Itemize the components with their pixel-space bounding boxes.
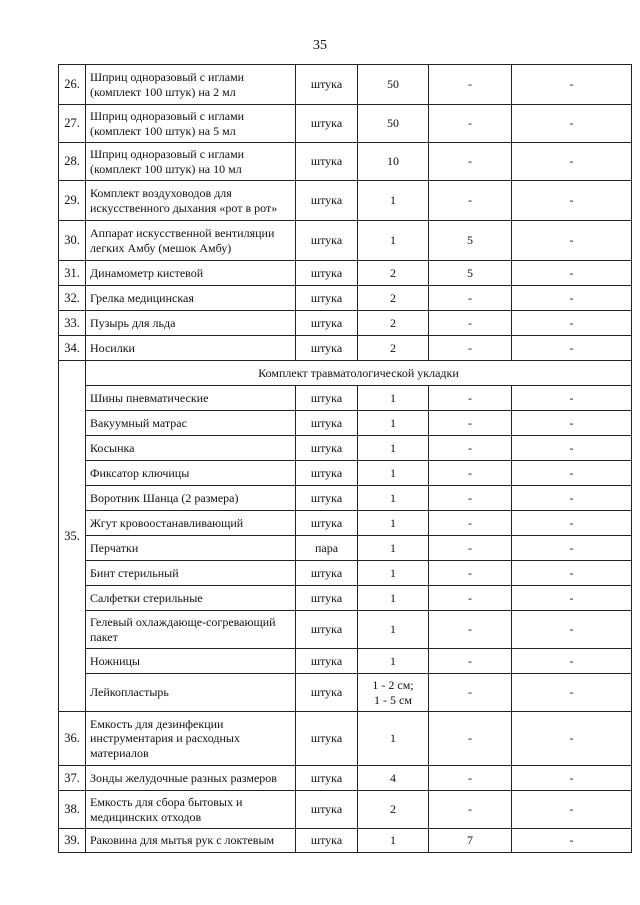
table-row xyxy=(59,411,632,436)
item-name: Комплект воздуховодов для искусственного дыхания «рот в рот» xyxy=(86,181,296,221)
page-number: 35 xyxy=(313,38,327,53)
row-number: 31. xyxy=(59,261,86,286)
row-number: 35. xyxy=(59,361,86,712)
item-quantity: 2 xyxy=(358,286,429,311)
item-unit: штука xyxy=(296,311,358,336)
item-col6: - xyxy=(512,411,632,436)
item-unit: штука xyxy=(296,461,358,486)
table-row xyxy=(59,461,632,486)
row-number: 33. xyxy=(59,311,86,336)
item-col5: 5 xyxy=(429,221,512,261)
item-unit: штука xyxy=(296,411,358,436)
item-col6: - xyxy=(512,461,632,486)
item-quantity: 50 xyxy=(358,65,429,105)
item-name: Ножницы xyxy=(86,649,296,674)
item-quantity: 1 xyxy=(358,461,429,486)
item-col5: - xyxy=(429,411,512,436)
item-col6: - xyxy=(512,143,632,181)
item-unit: пара xyxy=(296,536,358,561)
item-quantity: 1 xyxy=(358,386,429,411)
item-name: Аппарат искусственной вентиляции легких Амбу (мешок Амбу) xyxy=(86,221,296,261)
table-row xyxy=(59,311,632,336)
item-unit: штука xyxy=(296,674,358,712)
item-unit: штука xyxy=(296,65,358,105)
item-col5: 7 xyxy=(429,829,512,853)
item-quantity: 4 xyxy=(358,766,429,791)
item-unit: штука xyxy=(296,829,358,853)
item-col5: - xyxy=(429,486,512,511)
item-col6: - xyxy=(512,181,632,221)
table-row xyxy=(59,436,632,461)
item-col5: - xyxy=(429,181,512,221)
table-row xyxy=(59,65,632,105)
item-name: Лейкопластырь xyxy=(86,674,296,712)
row-number: 30. xyxy=(59,221,86,261)
table-row xyxy=(59,829,632,853)
item-name: Шприц одноразовый с иглами (комплект 100 штук) на 10 мл xyxy=(86,143,296,181)
table-row xyxy=(59,336,632,361)
table-row xyxy=(59,674,632,712)
item-col5: - xyxy=(429,511,512,536)
item-unit: штука xyxy=(296,486,358,511)
item-name: Салфетки стерильные xyxy=(86,586,296,611)
table-row xyxy=(59,386,632,411)
item-quantity: 1 xyxy=(358,436,429,461)
item-name: Пузырь для льда xyxy=(86,311,296,336)
item-name: Косынка xyxy=(86,436,296,461)
equipment-table xyxy=(58,64,632,853)
item-name: Шприц одноразовый с иглами (комплект 100 штук) на 5 мл xyxy=(86,105,296,143)
item-unit: штука xyxy=(296,791,358,829)
item-unit: штука xyxy=(296,436,358,461)
item-col6: - xyxy=(512,65,632,105)
row-number: 26. xyxy=(59,65,86,105)
item-unit: штука xyxy=(296,386,358,411)
item-col6: - xyxy=(512,611,632,649)
item-quantity: 1 xyxy=(358,829,429,853)
item-unit: штука xyxy=(296,611,358,649)
item-quantity: 1 xyxy=(358,586,429,611)
table-row xyxy=(59,105,632,143)
quantity-line: 1 - 5 см xyxy=(374,692,412,707)
table-row xyxy=(59,712,632,766)
item-unit: штука xyxy=(296,261,358,286)
item-col5: - xyxy=(429,336,512,361)
item-name: Воротник Шанца (2 размера) xyxy=(86,486,296,511)
item-col5: - xyxy=(429,611,512,649)
item-quantity: 50 xyxy=(358,105,429,143)
item-unit: штука xyxy=(296,511,358,536)
item-quantity: 2 xyxy=(358,336,429,361)
table-row xyxy=(59,649,632,674)
item-unit: штука xyxy=(296,712,358,766)
item-unit: штука xyxy=(296,221,358,261)
item-quantity: 1 xyxy=(358,511,429,536)
table-row xyxy=(59,536,632,561)
item-col5: - xyxy=(429,766,512,791)
table-row xyxy=(59,261,632,286)
table-row xyxy=(59,561,632,586)
item-name: Шприц одноразовый с иглами (комплект 100 штук) на 2 мл xyxy=(86,65,296,105)
item-col6: - xyxy=(512,311,632,336)
section-title: Комплект травматологической укладки xyxy=(86,361,632,386)
item-col5: - xyxy=(429,586,512,611)
item-unit: штука xyxy=(296,286,358,311)
item-col6: - xyxy=(512,791,632,829)
item-col5: - xyxy=(429,311,512,336)
item-quantity: 1 xyxy=(358,536,429,561)
table-row xyxy=(59,143,632,181)
row-number: 29. xyxy=(59,181,86,221)
item-name: Грелка медицинская xyxy=(86,286,296,311)
table-row xyxy=(59,486,632,511)
quantity-line: 1 - 2 см; xyxy=(372,678,414,693)
row-number: 38. xyxy=(59,791,86,829)
table-row xyxy=(59,511,632,536)
item-name: Раковина для мытья рук с локтевым xyxy=(86,829,296,853)
table-row xyxy=(59,221,632,261)
item-name: Фиксатор ключицы xyxy=(86,461,296,486)
item-name: Жгут кровоостанавливающий xyxy=(86,511,296,536)
row-number: 39. xyxy=(59,829,86,853)
item-unit: штука xyxy=(296,649,358,674)
row-number: 32. xyxy=(59,286,86,311)
item-unit: штука xyxy=(296,181,358,221)
item-quantity: 2 xyxy=(358,261,429,286)
item-col5: - xyxy=(429,386,512,411)
section-header-row xyxy=(59,361,632,386)
item-quantity: 10 xyxy=(358,143,429,181)
item-quantity: 2 xyxy=(358,311,429,336)
item-quantity: 2 xyxy=(358,791,429,829)
item-quantity: 1 xyxy=(358,649,429,674)
item-quantity xyxy=(358,674,429,712)
table-row xyxy=(59,586,632,611)
item-col6: - xyxy=(512,561,632,586)
item-col6: - xyxy=(512,674,632,712)
item-col5: - xyxy=(429,436,512,461)
item-col6: - xyxy=(512,766,632,791)
item-name: Носилки xyxy=(86,336,296,361)
table-row xyxy=(59,766,632,791)
item-name: Вакуумный матрас xyxy=(86,411,296,436)
item-col5: - xyxy=(429,65,512,105)
item-col5: - xyxy=(429,649,512,674)
item-col5: - xyxy=(429,712,512,766)
item-col6: - xyxy=(512,829,632,853)
item-col5: - xyxy=(429,105,512,143)
item-col6: - xyxy=(512,221,632,261)
item-col5: - xyxy=(429,143,512,181)
item-col6: - xyxy=(512,386,632,411)
item-col6: - xyxy=(512,536,632,561)
item-quantity: 1 xyxy=(358,712,429,766)
row-number: 34. xyxy=(59,336,86,361)
item-unit: штука xyxy=(296,561,358,586)
item-name: Гелевый охлаждающе-согревающий пакет xyxy=(86,611,296,649)
item-col5: - xyxy=(429,674,512,712)
table-row xyxy=(59,611,632,649)
item-unit: штука xyxy=(296,143,358,181)
item-quantity: 1 xyxy=(358,611,429,649)
table-row xyxy=(59,286,632,311)
item-name: Емкость для дезинфекции инструментария и расходных материалов xyxy=(86,712,296,766)
item-col6: - xyxy=(512,105,632,143)
item-name: Перчатки xyxy=(86,536,296,561)
item-col6: - xyxy=(512,436,632,461)
row-number: 36. xyxy=(59,712,86,766)
item-quantity: 1 xyxy=(358,561,429,586)
item-name: Зонды желудочные разных размеров xyxy=(86,766,296,791)
item-unit: штука xyxy=(296,766,358,791)
item-unit: штука xyxy=(296,586,358,611)
row-number: 27. xyxy=(59,105,86,143)
row-number: 37. xyxy=(59,766,86,791)
item-col6: - xyxy=(512,336,632,361)
item-quantity: 1 xyxy=(358,411,429,436)
item-name: Динамометр кистевой xyxy=(86,261,296,286)
item-name: Бинт стерильный xyxy=(86,561,296,586)
item-col5: - xyxy=(429,561,512,586)
item-name: Шины пневматические xyxy=(86,386,296,411)
item-col5: - xyxy=(429,286,512,311)
row-number: 28. xyxy=(59,143,86,181)
item-col6: - xyxy=(512,286,632,311)
item-col5: - xyxy=(429,461,512,486)
item-col5: - xyxy=(429,791,512,829)
item-col6: - xyxy=(512,261,632,286)
table-row xyxy=(59,791,632,829)
item-col6: - xyxy=(512,486,632,511)
item-unit: штука xyxy=(296,105,358,143)
item-col5: - xyxy=(429,536,512,561)
item-quantity: 1 xyxy=(358,221,429,261)
item-col5: 5 xyxy=(429,261,512,286)
item-col6: - xyxy=(512,511,632,536)
item-col6: - xyxy=(512,649,632,674)
item-quantity: 1 xyxy=(358,181,429,221)
item-quantity: 1 xyxy=(358,486,429,511)
item-unit: штука xyxy=(296,336,358,361)
table-row xyxy=(59,181,632,221)
item-col6: - xyxy=(512,712,632,766)
item-col6: - xyxy=(512,586,632,611)
item-name: Емкость для сбора бытовых и медицинских отходов xyxy=(86,791,296,829)
